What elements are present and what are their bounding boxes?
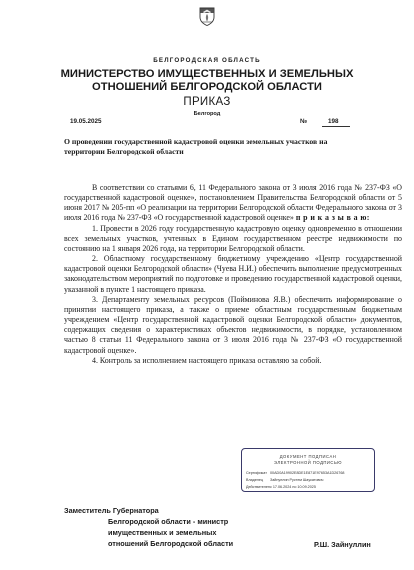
electronic-signature-stamp [241,448,375,492]
item-4: 4. Контроль за исполнением настоящего приказа оставляю за собой. [92,355,322,365]
stamp-validity-value: с 17.06.2024 по 10.09.2025 [270,485,316,489]
order-subject [64,137,404,157]
item-2: 2. Областному государственному бюджетному учреждению «Центр государственной кадастровой оценки Белгородской области» (Чуева Н.И.) обеспечить выполнение предусмотренных законодательством мероприятий по подготовке и проведению государственной кадастровой оценки, указанной в пункте 1 настоящего приказа. [64,254,402,294]
signatory-title-line-4: отношений Белгородской области [108,539,234,548]
subject-line-2: территории Белгородской области [64,147,184,157]
stamp-owner-value: Зайнуллин Рустем Шаукатович [270,478,324,482]
region-name: БЕЛГОРОДСКАЯ ОБЛАСТЬ [153,57,261,64]
number-underline [322,126,350,127]
stamp-owner-label: Владелец [246,478,264,482]
ministry-name [0,68,414,94]
signatory-title-line-3: имущественных и земельных [108,528,217,537]
signatory-name: Р.Ш. Зайнуллин [314,540,371,549]
preamble-text: В соответствии со статьями 6, 11 Федерального закона от 3 июля 2016 года № 237-ФЗ «О государственной кадастровой оценке», постановлением Правительства Белгородской области от 5 июня 2017 № 205-пп «О реализации на территории Белгородской области Федерального закона от 3 июля 2016 года № 237-ФЗ «О государственной кадастровой оценке» [64,183,402,223]
stamp-title-line-2: ЭЛЕКТРОННОЙ ПОДПИСЬЮ [274,459,342,465]
order-word: п р и к а з ы в а ю: [295,213,370,223]
stamp-certificate-label: Сертификат [246,471,267,475]
item-1: 1. Провести в 2026 году государственную кадастровую оценку одновременно в отношении всех земельных участков, учтенных в Едином государственном реестре недвижимости по состоянию на 1 января 2026 года, на территории Белгородской области. [64,223,402,253]
order-body [64,183,402,366]
number-sign: № [300,118,308,125]
ministry-line-2: ОТНОШЕНИЙ БЕЛГОРОДСКОЙ ОБЛАСТИ [92,81,322,93]
stamp-validity-row [246,485,316,489]
stamp-certificate-row [246,471,344,475]
ministry-line-1: МИНИСТЕРСТВО ИМУЩЕСТВЕННЫХ И ЗЕМЕЛЬНЫХ [60,68,354,80]
stamp-validity-label: Действителен [246,485,270,489]
coat-of-arms-icon [199,6,215,26]
stamp-owner-row [246,478,323,482]
signatory-title-line-2: Белгородской области - министр [108,517,229,526]
stamp-title-line-1: ДОКУМЕНТ ПОДПИСАН [279,454,337,459]
preamble-paragraph [64,183,402,224]
item-3: 3. Департаменту земельных ресурсов (Пойминова Я.В.) обеспечить информирование о принятии настоящего приказа, а также о приеме областным государственным бюджетным учреждением «Центр государственной кадастровой оценки Белгородской области» документов, содержащих сведения о характеристиках объектов недвижимости, в порядке, установленном частью 8 статьи 11 Федерального закона от 3 июля 2016 года № 237-ФЗ «О государственной кадастровой оценке». [64,294,402,355]
stamp-title [242,454,374,465]
subject-line-1: О проведении государственной кадастровой оценки земельных участков на [64,137,328,146]
signatory-title-line-1: Заместитель Губернатора [64,506,159,515]
stamp-certificate-value: 00AD0A19902E8DE1E871E97653A1D26768 [270,471,345,475]
city-name: Белгород [193,111,221,117]
document-type: ПРИКАЗ [183,96,231,108]
signatory-title [64,505,304,549]
order-number: 198 [328,118,339,125]
order-date: 19.05.2025 [70,118,102,125]
